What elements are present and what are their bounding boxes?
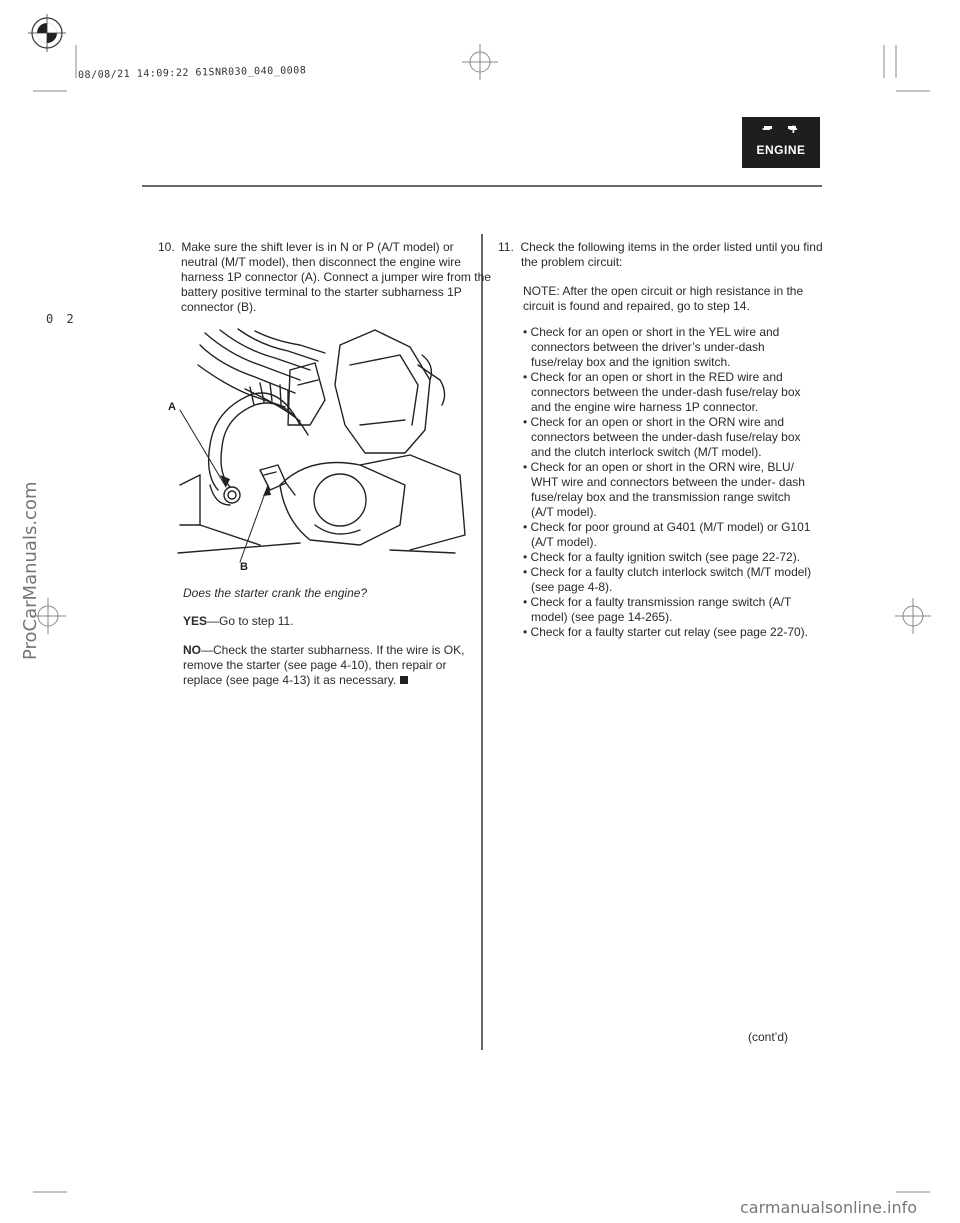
crosshair-icon — [895, 598, 931, 634]
question: Does the starter crank the engine? — [183, 586, 368, 600]
no-branch: NO—Check the starter subharness. If the wire is OK, remove the starter (see page 4-10), then repair or replace (see page 4-13) it as necessary. — [183, 643, 465, 687]
engine-section-badge — [742, 117, 820, 168]
list-item: • Check for an open or short in the YEL wire and connectors between the driver’s under-dash fuse/relay box and the ignition switch. — [523, 325, 780, 369]
no-label: NO — [183, 643, 201, 657]
side-watermark: ProCarManuals.com — [20, 481, 41, 660]
step-number: 11. — [498, 240, 514, 254]
end-mark-icon — [400, 676, 408, 684]
list-item: • Check for poor ground at G401 (M/T model) or G101 (A/T model). — [523, 520, 811, 549]
no-text: Check the starter subharness. If the wire is OK, remove the starter (see page 4-10), then repair or replace (see page 4-13) it as necessary. — [183, 643, 465, 687]
list-item: • Check for an open or short in the ORN wire and connectors between the under-dash fuse/relay box and the clutch interlock switch (M/T model). — [523, 415, 801, 459]
starter-connector-illustration — [160, 325, 470, 575]
battery-plus: + — [789, 121, 798, 138]
note: NOTE: After the open circuit or high resistance in the circuit is found and repaired, go to step 14. — [523, 284, 804, 313]
list-item: • Check for a faulty clutch interlock switch (M/T model) (see page 4-8). — [523, 565, 812, 594]
check-list — [519, 325, 814, 640]
label-b: B — [240, 561, 248, 573]
print-stamp: 08/08/21 14:09:22 61SNR030_040_0008 — [78, 65, 307, 81]
list-item: • Check for an open or short in the ORN wire, BLU/ WHT wire and connectors between the under- dash fuse/relay box and the transmission range switch (A/T model). — [523, 460, 805, 519]
yes-text: Go to step 11. — [219, 614, 294, 628]
step-11 — [498, 240, 836, 270]
continued-marker: (cont’d) — [748, 1030, 789, 1044]
badge-label: ENGINE — [756, 143, 806, 157]
yes-branch: YES—Go to step 11. — [183, 614, 294, 628]
footer-watermark: carmanualsonline.info — [740, 1198, 918, 1217]
list-item: • Check for a faulty transmission range switch (A/T model) (see page 14-265). — [523, 595, 792, 624]
step-text: Check the following items in the order listed until you find the problem circuit: — [520, 240, 823, 269]
yes-label: YES — [183, 614, 208, 628]
margin-code: 0 2 — [46, 312, 77, 326]
step-10 — [158, 240, 491, 315]
crosshair-icon — [462, 44, 498, 80]
registration-target-icon — [28, 14, 66, 52]
list-item: • Check for a faulty ignition switch (see page 22-72). — [523, 550, 801, 564]
list-item: • Check for a faulty starter cut relay (see page 22-70). — [523, 625, 809, 639]
step-text: Make sure the shift lever is in N or P (A/T model) or neutral (M/T model), then disconnect the engine wire harness 1P connector (A). Connect a jumper wire from the battery positive terminal to the starter subharness 1P connector (B). — [181, 240, 491, 314]
battery-minus: − — [762, 121, 771, 138]
list-item: • Check for an open or short in the RED wire and connectors between the under-dash fuse/relay box and the engine wire harness 1P connector. — [523, 370, 801, 414]
label-a: A — [168, 401, 176, 413]
step-number: 10. — [158, 240, 175, 254]
